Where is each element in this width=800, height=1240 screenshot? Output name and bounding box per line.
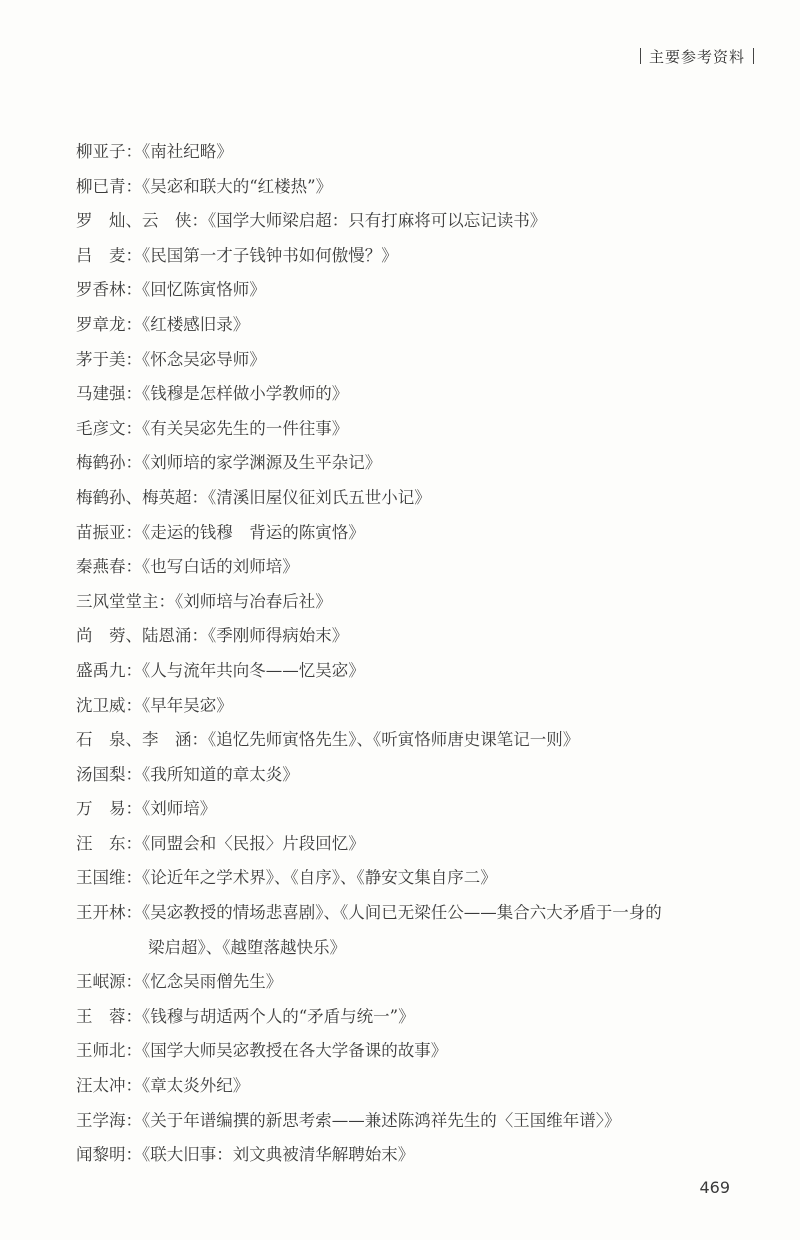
reference-entry: 尚 䓖、陆恩涌：《季刚师得病始末》 xyxy=(76,626,349,646)
entry-works: 《吴宓和联大的“红楼热”》 xyxy=(142,176,333,196)
entry-author: 三风堂堂主 xyxy=(76,591,159,611)
reference-entry: 柳亚子：《南社纪略》 xyxy=(76,142,233,161)
entry-author: 沈卫威 xyxy=(76,695,126,715)
entry-works: 《钱穆与胡适两个人的“矛盾与统一”》 xyxy=(142,1006,415,1026)
entry-author: 汪太冲 xyxy=(76,1076,126,1096)
header-divider xyxy=(753,48,754,64)
entry-author: 吕 麦 xyxy=(76,245,126,265)
reference-entry: 汪太冲：《章太炎外纪》 xyxy=(76,1076,250,1096)
entry-works: 《论近年之学术界》、《自序》、《静安文集自序二》 xyxy=(142,868,497,888)
reference-entry: 王国维：《论近年之学术界》、《自序》、《静安文集自序二》 xyxy=(76,868,497,888)
reference-entry: 罗章龙：《红楼感旧录》 xyxy=(76,314,250,334)
reference-entry: 毛彦文：《有关吴宓先生的一件往事》 xyxy=(76,418,349,438)
reference-entry: 王学海：《关于年谱编撰的新思考索——兼述陈鸿祥先生的〈王国维年谱〉》 xyxy=(76,1110,621,1130)
entry-author: 汤国梨 xyxy=(76,764,126,784)
entry-works: 《关于年谱编撰的新思考索——兼述陈鸿祥先生的〈王国维年谱〉》 xyxy=(142,1110,621,1130)
reference-entry: 石 泉、李 涵：《追忆先师寅恪先生》、《听寅恪师唐史课笔记一则》 xyxy=(76,730,580,750)
reference-entry: 吕 麦：《民国第一才子钱钟书如何傲慢？》 xyxy=(76,245,398,265)
reference-entry: 柳已青：《吴宓和联大的“红楼热”》 xyxy=(76,176,333,196)
entry-author: 王 蓉 xyxy=(76,1006,126,1026)
reference-list xyxy=(76,135,756,1173)
reference-entry: 苗振亚：《走运的钱穆 背运的陈寅恪》 xyxy=(76,522,365,542)
entry-author: 王师北 xyxy=(76,1041,126,1061)
reference-entry: 汤国梨：《我所知道的章太炎》 xyxy=(76,764,299,784)
entry-author: 闻黎明 xyxy=(76,1145,126,1165)
reference-entry: 罗香林：《回忆陈寅恪师》 xyxy=(76,280,266,300)
entry-works: 《吴宓教授的情场悲喜剧》、《人间已无梁任公——集合六大矛盾于一身的 xyxy=(142,903,662,923)
entry-works: 《钱穆是怎样做小学教师的》 xyxy=(142,384,349,404)
reference-entry: 王师北：《国学大师吴宓教授在各大学备课的故事》 xyxy=(76,1041,448,1061)
reference-entry: 茅于美：《怀念吴宓导师》 xyxy=(76,349,266,369)
entry-works: 《忆念吴雨僧先生》 xyxy=(142,972,283,992)
entry-author: 王岷源 xyxy=(76,972,126,992)
entry-works: 《国学大师吴宓教授在各大学备课的故事》 xyxy=(142,1041,448,1061)
entry-author: 梅鹤孙、梅英超 xyxy=(76,487,192,507)
page-number: 469 xyxy=(699,1178,730,1197)
entry-author: 王学海 xyxy=(76,1110,126,1130)
reference-entry: 万 易：《刘师培》 xyxy=(76,799,217,819)
reference-entry: 沈卫威：《早年吴宓》 xyxy=(76,695,233,715)
entry-author: 秦燕春 xyxy=(76,557,126,577)
entry-author: 马建强 xyxy=(76,384,126,404)
entry-author: 茅于美 xyxy=(76,349,126,369)
entry-author: 万 易 xyxy=(76,799,126,819)
entry-author: 苗振亚 xyxy=(76,522,126,542)
entry-works: 《国学大师梁启超：只有打麻将可以忘记读书》 xyxy=(208,211,547,231)
entry-author: 罗香林 xyxy=(76,280,126,300)
header-divider xyxy=(640,48,641,64)
entry-works: 《刘师培的家学渊源及生平杂记》 xyxy=(142,453,382,473)
entry-works: 《人与流年共向冬——忆吴宓》 xyxy=(142,660,365,680)
entry-works: 《有关吴宓先生的一件往事》 xyxy=(142,418,349,438)
entry-works: 《走运的钱穆 背运的陈寅恪》 xyxy=(142,522,365,542)
entry-works-continuation: 梁启超》、《越堕落越快乐》 xyxy=(148,937,346,957)
entry-works: 《同盟会和〈民报〉片段回忆》 xyxy=(142,833,365,853)
reference-entry: 闻黎明：《联大旧事：刘文典被清华解聘始末》 xyxy=(76,1145,415,1165)
entry-author: 罗 灿、云 侠 xyxy=(76,211,192,231)
entry-author: 盛禹九 xyxy=(76,660,126,680)
entry-works: 《回忆陈寅恪师》 xyxy=(142,280,266,300)
reference-entry: 梅鹤孙、梅英超：《清溪旧屋仪征刘氏五世小记》 xyxy=(76,487,431,507)
entry-author: 梅鹤孙 xyxy=(76,453,126,473)
entry-works: 《清溪旧屋仪征刘氏五世小记》 xyxy=(208,487,431,507)
reference-entry: 王开林：《吴宓教授的情场悲喜剧》、《人间已无梁任公——集合六大矛盾于一身的 梁启超》、《越堕落越快乐》 xyxy=(76,896,756,965)
entry-author: 王国维 xyxy=(76,868,126,888)
entry-author: 汪 东 xyxy=(76,833,126,853)
entry-works: 《刘师培与冶春后社》 xyxy=(175,591,332,611)
reference-entry: 汪 东：《同盟会和〈民报〉片段回忆》 xyxy=(76,833,365,853)
entry-author: 尚 䓖、陆恩涌 xyxy=(76,626,192,646)
entry-author: 柳亚子 xyxy=(76,142,126,161)
entry-works: 《季刚师得病始末》 xyxy=(208,626,349,646)
running-header xyxy=(632,46,762,67)
entry-works: 《南社纪略》 xyxy=(142,142,233,161)
reference-entry: 梅鹤孙：《刘师培的家学渊源及生平杂记》 xyxy=(76,453,382,473)
entry-author: 柳已青 xyxy=(76,176,126,196)
reference-entry: 王岷源：《忆念吴雨僧先生》 xyxy=(76,972,283,992)
entry-works: 《民国第一才子钱钟书如何傲慢？》 xyxy=(142,245,398,265)
entry-author: 毛彦文 xyxy=(76,418,126,438)
entry-works: 《刘师培》 xyxy=(142,799,217,819)
reference-entry: 三风堂堂主：《刘师培与冶春后社》 xyxy=(76,591,332,611)
header-title: 主要参考资料 xyxy=(648,48,745,66)
entry-works: 《联大旧事：刘文典被清华解聘始末》 xyxy=(142,1145,415,1165)
entry-works: 《章太炎外纪》 xyxy=(142,1076,250,1096)
entry-works: 《我所知道的章太炎》 xyxy=(142,764,299,784)
reference-entry: 马建强：《钱穆是怎样做小学教师的》 xyxy=(76,384,349,404)
entry-author: 石 泉、李 涵 xyxy=(76,730,192,750)
reference-entry: 盛禹九：《人与流年共向冬——忆吴宓》 xyxy=(76,660,365,680)
reference-entry: 秦燕春：《也写白话的刘师培》 xyxy=(76,557,299,577)
entry-works: 《怀念吴宓导师》 xyxy=(142,349,266,369)
entry-works: 《追忆先师寅恪先生》、《听寅恪师唐史课笔记一则》 xyxy=(208,730,580,750)
entry-works: 《也写白话的刘师培》 xyxy=(142,557,299,577)
reference-entry: 王 蓉：《钱穆与胡适两个人的“矛盾与统一”》 xyxy=(76,1006,415,1026)
entry-author: 王开林 xyxy=(76,903,126,923)
reference-entry: 罗 灿、云 侠：《国学大师梁启超：只有打麻将可以忘记读书》 xyxy=(76,211,547,231)
entry-works: 《早年吴宓》 xyxy=(142,695,233,715)
entry-works: 《红楼感旧录》 xyxy=(142,314,250,334)
entry-author: 罗章龙 xyxy=(76,314,126,334)
